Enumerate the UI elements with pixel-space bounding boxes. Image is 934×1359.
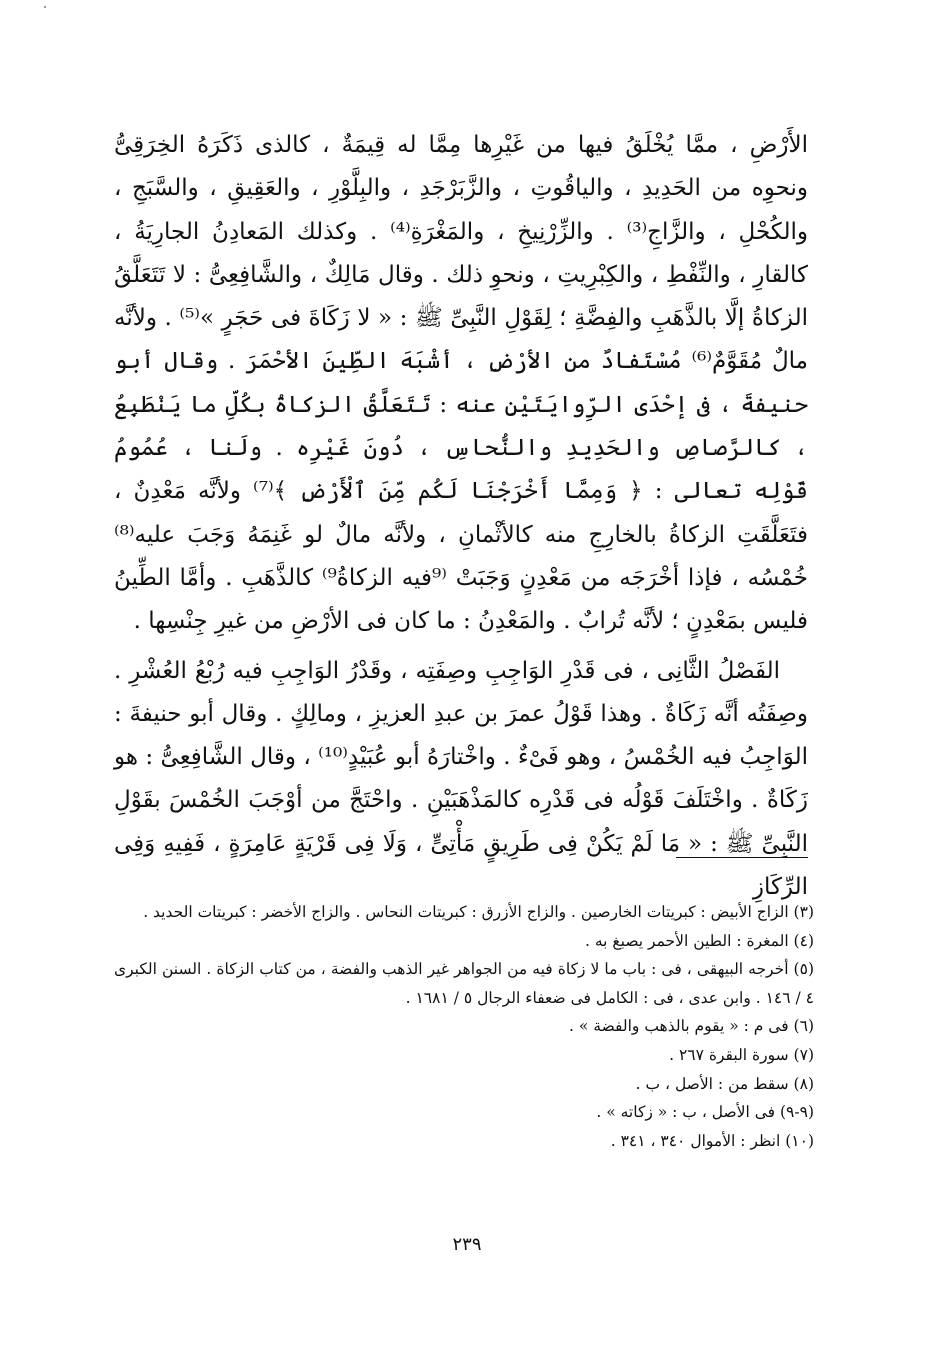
main-paragraph-1: الأَرْضِ ، ممَّا يُخْلَقُ فيها من غَيْرِها مِمَّا له قِيمَةٌ ، كالذى ذَكَرَهُ الخِرَقِىُّ ونحوِه من الحَدِيدِ ، والياقُوتِ ، والزَّبَرْجَدِ ، والبِلَّوْرِ ، والعَقِيقِ ، والسَّبَجِ ، والكُحْلِ ، والزَّاجِ⁽³⁾ . والزِّرْنِيخِ ، والمَغْرَةِ⁽⁴⁾ . وكذلك المَعادِنُ الجارِيَةُ ، كالقارِ ، والنِّفْطِ ، والكِبْرِيتِ ، ونحوِ ذلك . وقال مَالِكٌ ، والشَّافِعِىُّ : لا تَتَعَلَّقُ الزكاةُ إلَّا بالذَّهَبِ والفِضَّةِ ؛ لِقَوْلِ النَّبِىِّ ﷺ : « لا زَكَاةَ فى حَجَرٍ »⁽⁵⁾ . ولأنَّه مالٌ مُقَوَّمٌ⁽⁶⁾ مُسْتَفادٌ من الأرْضِ ، أشْبَهَ الطِّينَ الأحْمَرَ . وقال أبو حنيفةَ ، فى إحْدَى الرِّوايَتَيْنِ عنه : تَتَعَلَّقُ الزكاةُ بكُلِّ ما يَنْطَبِعُ ، كالرَّصاصِ والحَدِيدِ والنُّحاسِ ، دُونَ غَيْرِه . ولَنا ، عُمُومُ قَوْلِه تعالى : ﴿ وَمِمَّا أَخْرَجْنَا لَكُم مِّنَ ٱلْأَرْضِ ﴾⁽⁷⁾ ولأنَّه مَعْدِنٌ ، فتَعَلَّقَتِ الزكاةُ بالخارِجِ منه كالأثْمانِ ، ولأنَّه مالٌ لو غَنِمَهُ وَجَبَ عليه⁽⁸⁾ خُمْسُه ، فإذا أخْرَجَه من مَعْدِنٍ وَجَبَتْ ⁽⁹فيه الزكاةُ⁹⁾ كالذَّهَبِ . وأمَّا الطِّينُ فليس بمَعْدِنٍ ؛ لأنَّه تُرابٌ . والمَعْدِنُ : ما كان فى الأرْضِ من غيرِ جِنْسِها . xyxy=(114,132,809,635)
footnote-7: (٧) سورة البقرة ٢٦٧ . xyxy=(669,1045,814,1064)
footnote-5: (٥) أخرجه البيهقى ، فى : باب ما لا زكاة فيه من الجواهر غير الذهب والفضة ، من كتاب الزكاة . السنن الكبرى ٤ / ١٤٦ . وابن عدى ، فى : الكامل فى ضعفاء الرجال ٥ / ١٦٨١ . xyxy=(114,960,814,1007)
footnote-10: (١٠) انظر : الأموال ٣٤٠ ، ٣٤١ . xyxy=(610,1131,814,1150)
footnotes-list xyxy=(114,898,814,1155)
footnote-8: (٨) سقط من : الأصل ، ب . xyxy=(635,1074,814,1093)
page-number: ٢٣٩ xyxy=(452,1234,482,1255)
main-paragraph-2: الفَصْلُ الثَّانِى ، فى قَدْرِ الوَاجِبِ وصِفَتِه ، وقَدْرُ الوَاجِبِ فيه رُبْعُ العُشْرِ . وصِفَتُه أنَّه زَكَاةٌ . وهذا قَوْلُ عمرَ بن عبدِ العزيزِ ، ومالِكٍ . وقال أبو حنيفةَ : الوَاجِبُ فيه الخُمْسُ ، وهو فَىْءٌ . واخْتارَهُ أبو عُبَيْدٍ⁽¹⁰⁾ ، وقال الشَّافِعِىُّ : هو زَكَاةٌ . واخْتَلَفَ قَوْلُه فى قَدْرِه كالمَذْهَبَيْنِ . واحْتَجَّ من أوْجَبَ الخُمْسَ بقَوْلِ النَّبِىِّ ﷺ : « مَا لَمْ يَكُنْ فِى طَرِيقٍ مَأْتِىٍّ ، وَلَا فِى قَرْيَةٍ عَامِرَةٍ ، فَفِيهِ وَفِى الرِّكَازِ xyxy=(114,657,808,901)
footnote-3: (٣) الزاج الأبيض : كبريتات الخارصين . والزاج الأزرق : كبريتات النحاس . والزاج الأخضر : كبريتات الحديد . xyxy=(143,903,814,921)
scan-speck xyxy=(44,6,46,8)
footnote-9: (٩-٩) فى الأصل ، ب : « زكاته » . xyxy=(596,1103,814,1122)
footnote-separator xyxy=(676,857,808,858)
footnote-6: (٦) فى م : « يقوم بالذهب والفضة » . xyxy=(569,1017,814,1036)
footnote-4: (٤) المغرة : الطين الأحمر يصبغ به . xyxy=(585,931,814,950)
main-text-body xyxy=(114,124,808,909)
